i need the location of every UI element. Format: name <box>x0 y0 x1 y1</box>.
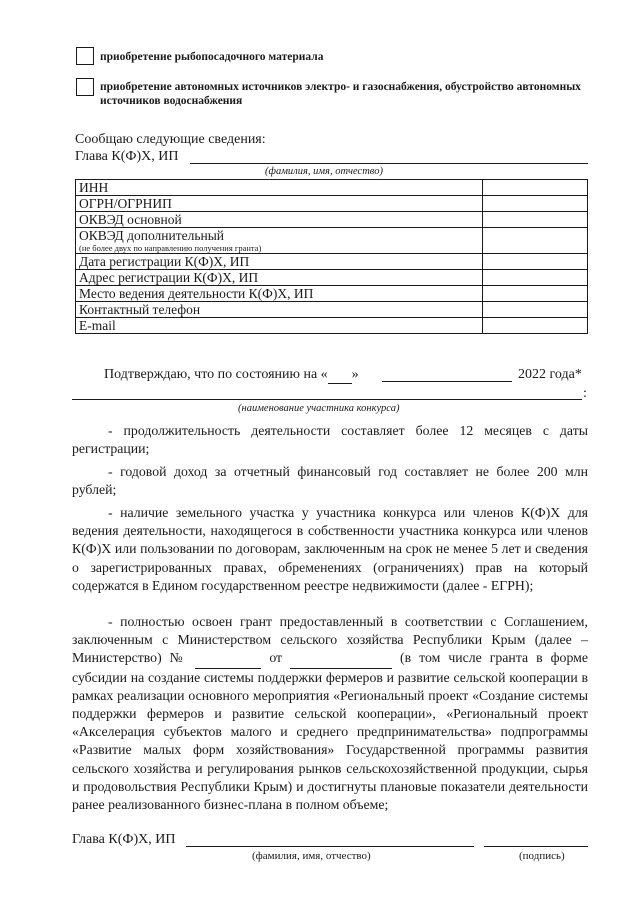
table-row <box>76 302 588 318</box>
head-label: Глава К(Ф)Х, ИП <box>75 149 179 164</box>
energy-sources-checkbox[interactable] <box>76 78 94 96</box>
table-row <box>76 270 588 286</box>
table-cell-label: Контактный телефон <box>76 302 483 318</box>
signature-sign-field[interactable] <box>484 846 588 847</box>
paragraph-duration: - продолжительность деятельности составляет более 12 месяцев с даты регистрации; <box>72 423 588 457</box>
table-row <box>76 318 588 334</box>
signature-name-field[interactable] <box>186 846 474 847</box>
table-row <box>76 212 588 228</box>
info-table <box>75 179 588 334</box>
table-cell-label <box>76 228 483 254</box>
okved-extra-label: ОКВЭД дополнительный <box>79 228 225 243</box>
table-cell-label: ОГРН/ОГРНИП <box>76 196 483 212</box>
phone-value-cell[interactable] <box>483 302 588 318</box>
confirm-month-field[interactable] <box>382 381 512 382</box>
table-cell-label: Дата регистрации К(Ф)Х, ИП <box>76 254 483 270</box>
confirm-year: 2022 года* <box>518 367 582 382</box>
confirm-prefix: Подтверждаю, что по состоянию на « <box>104 367 328 382</box>
table-row <box>76 180 588 196</box>
table-cell-label: E-mail <box>76 318 483 334</box>
checkbox-label: приобретение автономных источников электро- и газоснабжения, обустройство автономных источников водоснабжения <box>100 81 581 107</box>
checkbox-row-energy[interactable] <box>76 78 590 108</box>
table-row <box>76 228 588 254</box>
head-name-field[interactable] <box>190 163 588 164</box>
okved-extra-note: (не более двух по направлению получения гранта) <box>79 243 262 253</box>
agreement-date-field[interactable] <box>290 649 392 668</box>
table-row <box>76 286 588 302</box>
okved-extra-value-cell[interactable] <box>483 228 588 254</box>
reg-address-value-cell[interactable] <box>483 270 588 286</box>
confirm-line <box>104 367 359 384</box>
signature-sign-caption: (подпись) <box>519 850 565 862</box>
paragraph-grant <box>72 613 588 814</box>
head-name-caption: (фамилия, имя, отчество) <box>265 166 383 177</box>
grant-text-1: - полностью освоен грант предоставленный в соответствии с Соглашением, заключенным с Министерством сельского хозяйства Республики Крым (далее – Министерство) № <box>72 614 588 666</box>
confirm-colon: : <box>583 386 587 401</box>
agreement-number-field[interactable] <box>195 649 261 668</box>
grant-text-3: (в том числе гранта в форме субсидии на создание системы поддержки фермеров и развитие сельской кооперации в рамках реализации основного мероприятия «Региональный проект «Создание системы поддержки фермеров и развитие сельской кооперации», «Региональный проект «Акселерация субъектов малого и среднего предпринимательства» подпрограммы «Развитие малых форм хозяйствования» Государственной программы развития сельского хозяйства и регулирования рынков сельскохозяйственной продукции, сырья и продовольствия Республики Крым) и достигнуты плановые показатели деятельности ранее реализованного бизнес-плана в полном объеме; <box>72 650 588 813</box>
participant-name-field[interactable] <box>72 399 582 400</box>
signature-name-caption: (фамилия, имя, отчество) <box>252 850 371 862</box>
confirm-mid: » <box>351 367 359 382</box>
inn-value-cell[interactable] <box>483 180 588 196</box>
checkbox-label: приобретение рыбопосадочного материала <box>100 51 324 63</box>
intro-text: Сообщаю следующие сведения: <box>75 132 266 147</box>
table-cell-label: ОКВЭД основной <box>76 212 483 228</box>
table-row <box>76 254 588 270</box>
checkbox-row-fish[interactable] <box>76 47 323 65</box>
participant-caption: (наименование участника конкурса) <box>238 403 400 414</box>
table-cell-label: ИНН <box>76 180 483 196</box>
grant-text-2: от <box>269 650 283 666</box>
okved-main-value-cell[interactable] <box>483 212 588 228</box>
paragraph-income: - годовой доход за отчетный финансовый год составляет не более 200 млн рублей; <box>72 464 588 498</box>
table-row <box>76 196 588 212</box>
fish-material-checkbox[interactable] <box>76 47 94 65</box>
table-cell-label: Адрес регистрации К(Ф)Х, ИП <box>76 270 483 286</box>
signature-label: Глава К(Ф)Х, ИП <box>72 832 176 847</box>
reg-date-value-cell[interactable] <box>483 254 588 270</box>
confirm-day-field[interactable] <box>328 367 352 384</box>
table-cell-label: Место ведения деятельности К(Ф)Х, ИП <box>76 286 483 302</box>
activity-place-value-cell[interactable] <box>483 286 588 302</box>
ogrn-value-cell[interactable] <box>483 196 588 212</box>
paragraph-land: - наличие земельного участка у участника конкурса или членов К(Ф)Х для ведения деятельности, находящегося в собственности участника конкурса или членов К(Ф)Х или пользовании по договорам, заключенным на срок не менее 5 лет и сведения о зарегистрированных правах, обременениях (ограничениях) прав на который содержатся в Едином государственном реестре недвижимости (далее - ЕГРН); <box>72 505 588 593</box>
email-value-cell[interactable] <box>483 318 588 334</box>
